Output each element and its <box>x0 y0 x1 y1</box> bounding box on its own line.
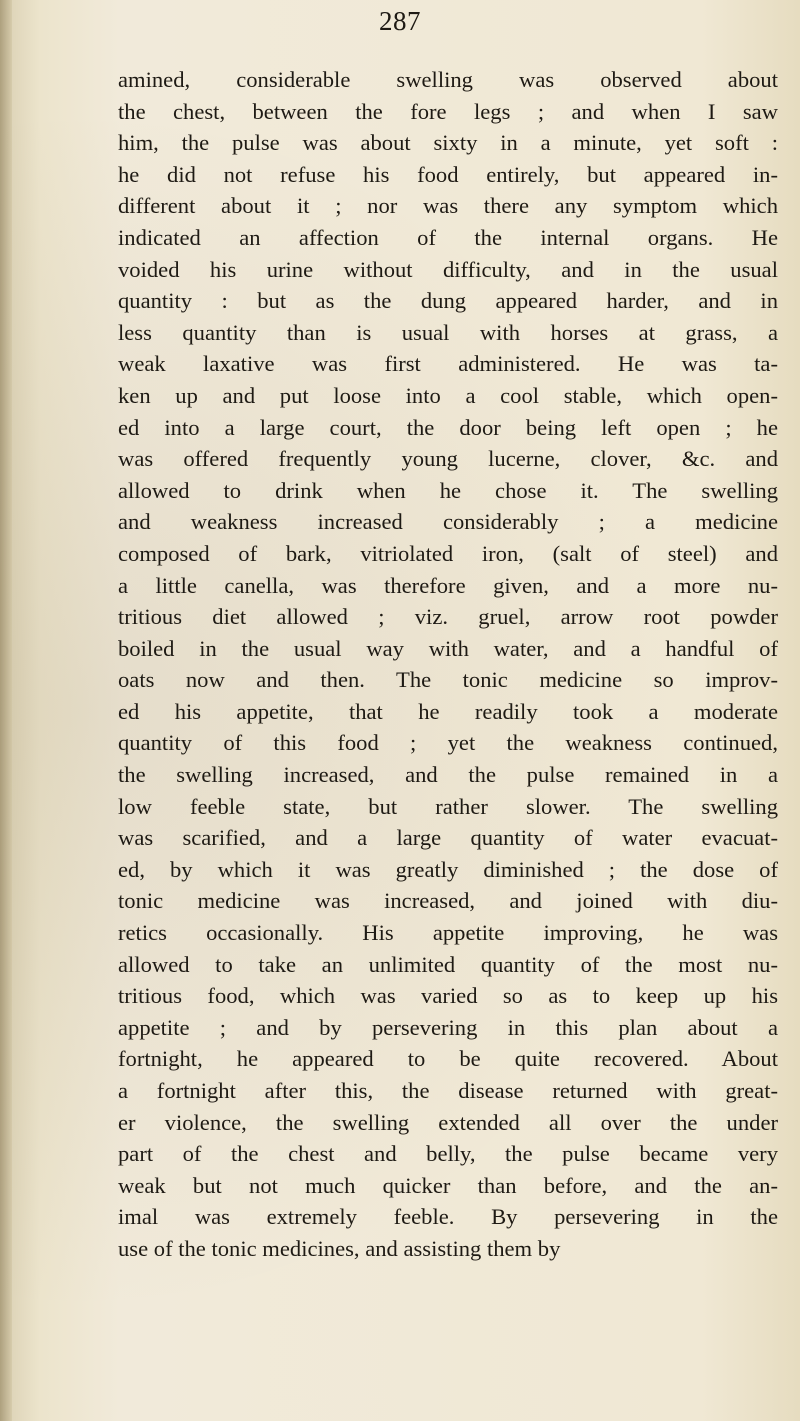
text-line: a little canella, was therefore given, and a more nu- <box>118 572 778 598</box>
text-line: him, the pulse was about sixty in a minute, yet soft : <box>118 130 778 156</box>
text-line: allowed to take an unlimited quantity of the most nu- <box>118 951 778 977</box>
text-line: tritious food, which was varied so as to keep up his <box>118 983 778 1009</box>
text-line: fortnight, he appeared to be quite recovered. About <box>118 1046 778 1072</box>
text-line: quantity of this food ; yet the weakness continued, <box>118 730 778 756</box>
text-line: ed his appetite, that he readily took a moderate <box>118 698 778 724</box>
text-line: less quantity than is usual with horses at grass, a <box>118 319 778 345</box>
text-line: weak laxative was first administered. He was ta- <box>118 351 778 377</box>
text-line: er violence, the swelling extended all over the under <box>118 1109 778 1135</box>
text-line: quantity : but as the dung appeared harder, and in <box>118 288 778 314</box>
text-line: part of the chest and belly, the pulse became very <box>118 1141 778 1167</box>
text-line: ed into a large court, the door being left open ; he <box>118 414 778 440</box>
text-line: voided his urine without difficulty, and in the usual <box>118 256 778 282</box>
text-line: the chest, between the fore legs ; and when I saw <box>118 98 778 124</box>
text-line: appetite ; and by persevering in this plan about a <box>118 1014 778 1040</box>
text-line: use of the tonic medicines, and assisting them by <box>118 1235 561 1261</box>
body-paragraph <box>118 64 778 1265</box>
text-line: retics occasionally. His appetite improving, he was <box>118 920 778 946</box>
text-line: was offered frequently young lucerne, clover, &c. and <box>118 446 778 472</box>
text-line: a fortnight after this, the disease returned with great- <box>118 1078 778 1103</box>
text-line: the swelling increased, and the pulse remained in a <box>118 762 778 788</box>
text-line: tonic medicine was increased, and joined with diu- <box>118 888 778 914</box>
text-line: ken up and put loose into a cool stable, which open- <box>118 382 778 408</box>
text-line: amined, considerable swelling was observed about <box>118 67 778 92</box>
text-line: was scarified, and a large quantity of water evacuat- <box>118 825 778 851</box>
text-line: different about it ; nor was there any symptom which <box>118 193 778 219</box>
text-line: weak but not much quicker than before, and the an- <box>118 1172 778 1198</box>
text-line: and weakness increased considerably ; a medicine <box>118 509 778 535</box>
text-line: low feeble state, but rather slower. The swelling <box>118 793 778 819</box>
text-line: he did not refuse his food entirely, but appeared in- <box>118 161 778 187</box>
text-line: allowed to drink when he chose it. The swelling <box>118 477 778 503</box>
text-line: oats now and then. The tonic medicine so improv- <box>118 667 778 693</box>
text-line: composed of bark, vitriolated iron, (salt of steel) and <box>118 540 778 566</box>
text-line: boiled in the usual way with water, and a handful of <box>118 635 778 661</box>
text-line: indicated an affection of the internal organs. He <box>118 224 778 250</box>
text-line: ed, by which it was greatly diminished ; the dose of <box>118 856 778 882</box>
text-line: tritious diet allowed ; viz. gruel, arrow root powder <box>118 604 778 630</box>
text-line: imal was extremely feeble. By persevering in the <box>118 1204 778 1230</box>
book-gutter-shadow <box>0 0 12 1421</box>
page-number: 287 <box>379 6 421 36</box>
